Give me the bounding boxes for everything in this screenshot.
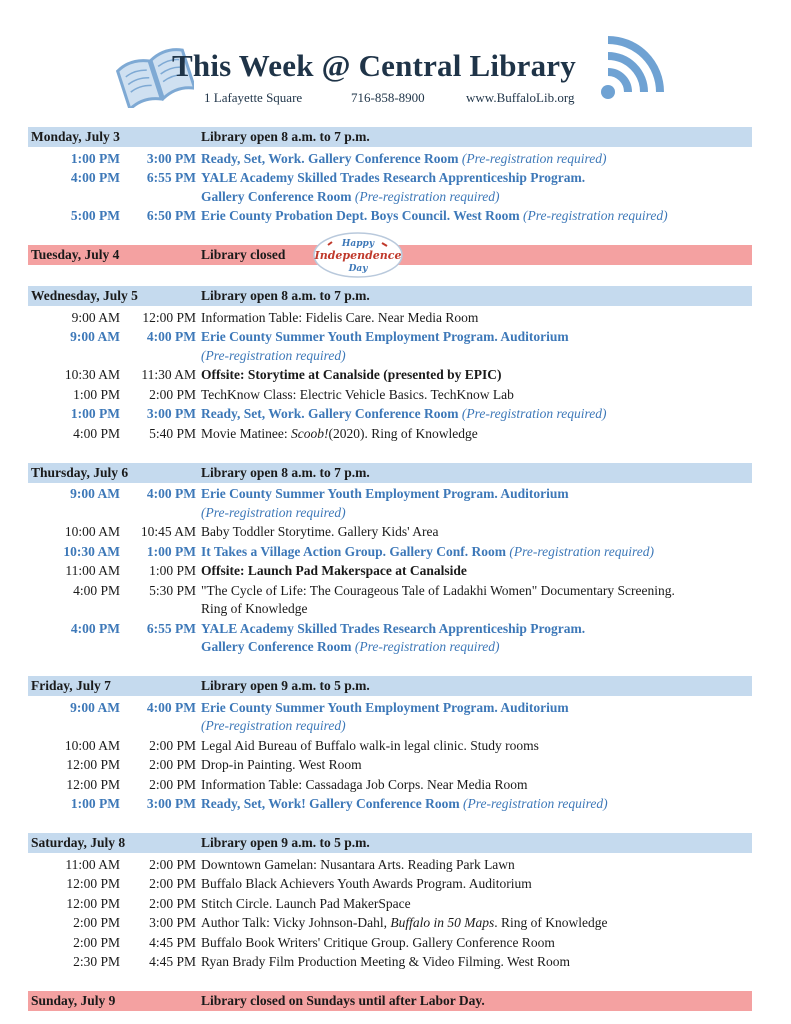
badge-text-line: Happy — [341, 239, 375, 249]
page-header — [0, 0, 791, 120]
event-row — [28, 933, 752, 953]
registration-note: (Pre-registration required) — [201, 718, 346, 733]
event-start-time: 1:00 PM — [70, 796, 120, 811]
event-row — [28, 581, 752, 619]
event-end-time: 5:40 PM — [149, 425, 196, 441]
event-description — [201, 953, 752, 972]
event-end-time: 2:00 PM — [149, 737, 196, 753]
event-row — [28, 875, 752, 895]
event-end-time: 4:00 PM — [146, 699, 196, 715]
event-start-time: 1:00 PM — [70, 150, 120, 166]
event-row — [28, 894, 752, 914]
event-row — [28, 523, 752, 543]
event-title: Buffalo Black Achievers Youth Awards Program. Auditorium — [201, 876, 532, 891]
event-end-time: 10:45 AM — [140, 524, 196, 539]
event-description — [201, 169, 752, 206]
event-title: Ready, Set, Work. Gallery Conference Room — [201, 150, 459, 166]
event-end-time: 3:00 PM — [146, 150, 196, 166]
event-start-time: 2:00 PM — [73, 915, 120, 930]
event-title: Erie County Summer Youth Employment Program. Auditorium — [201, 329, 569, 344]
event-title: Ryan Brady Film Production Meeting & Video Filming. West Room — [201, 954, 571, 969]
day-header — [28, 676, 752, 696]
event-description — [201, 875, 752, 894]
event-title-italic: Scoob! — [290, 425, 329, 441]
event-description — [201, 737, 752, 756]
registration-note: (Pre-registration required) — [523, 208, 668, 223]
event-description — [201, 485, 752, 522]
registration-note: (Pre-registration required) — [354, 639, 500, 654]
event-row — [28, 914, 752, 934]
event-start-time: 12:00 PM — [66, 776, 120, 792]
event-title-continued: Ring of Knowledge — [201, 601, 308, 616]
event-end-time: 3:00 PM — [149, 915, 196, 930]
event-end-time: 2:00 PM — [149, 895, 196, 911]
event-row — [28, 424, 752, 444]
day-header — [28, 239, 752, 274]
day-header — [28, 833, 752, 853]
day-spacer — [28, 657, 752, 676]
event-title: Information Table: Cassadaga Job Corps. Near Media Room — [201, 776, 528, 792]
event-start-time: 12:00 PM — [66, 895, 120, 911]
day-header — [28, 127, 752, 147]
event-title: "The Cycle of Life: The Courageous Tale of Ladakhi Women" Documentary Screening. — [201, 582, 675, 598]
day-spacer — [28, 444, 752, 463]
event-title: Buffalo Book Writers' Critique Group. Gallery Conference Room — [201, 934, 555, 950]
registration-note: (Pre-registration required) — [462, 796, 608, 811]
event-start-time: 9:00 AM — [70, 329, 120, 344]
event-start-time: 9:00 AM — [71, 309, 120, 325]
event-start-time: 10:00 AM — [64, 524, 120, 539]
event-end-time: 4:00 PM — [146, 329, 196, 344]
event-row — [28, 775, 752, 795]
day-status: Library open 9 a.m. to 5 p.m. — [201, 678, 370, 693]
event-end-time: 4:00 PM — [146, 486, 196, 501]
event-start-time: 12:00 PM — [66, 876, 120, 891]
event-row — [28, 698, 752, 736]
day-header — [28, 286, 752, 306]
event-title: It Takes a Village Action Group. Gallery Conf. Room — [201, 543, 507, 559]
event-description — [201, 562, 752, 581]
event-row — [28, 385, 752, 405]
event-start-time: 5:00 PM — [70, 208, 120, 223]
event-row — [28, 855, 752, 875]
day-spacer — [28, 972, 752, 991]
event-start-time: 1:00 PM — [73, 386, 120, 402]
day-name: Thursday, July 6 — [31, 464, 129, 480]
event-title: Legal Aid Bureau of Buffalo walk-in legal clinic. Study rooms — [201, 737, 539, 753]
event-row — [28, 619, 752, 657]
website-link[interactable]: www.BuffaloLib.org — [466, 90, 575, 105]
registration-note: (Pre-registration required) — [201, 347, 346, 363]
event-row — [28, 169, 752, 207]
registration-note: (Pre-registration required) — [201, 504, 346, 520]
day-header — [28, 463, 752, 483]
event-end-time: 2:00 PM — [149, 776, 196, 792]
event-description — [201, 856, 752, 875]
event-end-time: 11:30 AM — [141, 367, 196, 382]
day-name: Friday, July 7 — [31, 678, 111, 693]
event-title: Movie Matinee: — [201, 425, 288, 441]
event-description — [201, 582, 752, 619]
event-description — [201, 328, 752, 365]
day-name: Wednesday, July 5 — [31, 288, 138, 303]
event-row — [28, 795, 752, 815]
day-name: Saturday, July 8 — [31, 835, 126, 850]
event-row — [28, 953, 752, 973]
event-title: Erie County Summer Youth Employment Program. Auditorium — [201, 699, 569, 715]
day-status: Library open 9 a.m. to 5 p.m. — [201, 835, 370, 850]
event-start-time: 4:00 PM — [73, 425, 120, 441]
event-end-time: 4:45 PM — [149, 934, 196, 950]
event-title: YALE Academy Skilled Trades Research Apprenticeship Program. — [201, 620, 586, 636]
event-start-time: 10:00 AM — [64, 737, 120, 753]
day-name: Sunday, July 9 — [31, 993, 116, 1008]
event-end-time: 12:00 PM — [142, 309, 196, 325]
event-title: Ready, Set, Work. Gallery Conference Room — [201, 406, 459, 421]
badge-text-line: Day — [348, 264, 368, 274]
day-spacer — [28, 814, 752, 833]
event-description — [201, 620, 752, 657]
event-title: Offsite: Storytime at Canalside (presented by EPIC) — [201, 367, 502, 382]
event-end-time: 3:00 PM — [146, 796, 196, 811]
event-title-continued: Gallery Conference Room — [201, 188, 352, 204]
event-description — [201, 523, 752, 542]
badge-text-line: Independence — [314, 249, 402, 262]
event-title: Information Table: Fidelis Care. Near Media Room — [201, 309, 479, 325]
event-row — [28, 366, 752, 386]
event-title: Stitch Circle. Launch Pad MakerSpace — [201, 895, 411, 911]
event-description — [201, 756, 752, 775]
address: 1 Lafayette Square — [204, 90, 303, 105]
event-end-time: 2:00 PM — [149, 876, 196, 891]
event-title: TechKnow Class: Electric Vehicle Basics. TechKnow Lab — [201, 386, 514, 402]
event-start-time: 11:00 AM — [65, 563, 120, 578]
event-title-continued: Gallery Conference Room — [201, 639, 352, 654]
event-end-time: 1:00 PM — [149, 563, 196, 578]
event-row — [28, 405, 752, 425]
event-end-time: 6:50 PM — [146, 208, 196, 223]
event-description — [201, 776, 752, 795]
wifi-signal-icon — [586, 36, 672, 112]
event-start-time: 12:00 PM — [66, 757, 120, 772]
event-title: Downtown Gamelan: Nusantara Arts. Reading Park Lawn — [201, 856, 515, 872]
page-title: This Week @ Central Library — [172, 48, 576, 83]
independence-day-badge — [312, 231, 404, 279]
event-start-time: 10:30 AM — [63, 543, 120, 559]
registration-note: (Pre-registration required) — [461, 150, 607, 166]
registration-note: (Pre-registration required) — [354, 188, 500, 204]
event-title: Ready, Set, Work! Gallery Conference Room — [201, 796, 460, 811]
event-row — [28, 207, 752, 227]
event-row — [28, 485, 752, 523]
event-end-time: 4:45 PM — [149, 954, 196, 969]
event-description — [201, 207, 752, 226]
event-description — [201, 309, 752, 328]
event-end-time: 6:55 PM — [146, 620, 196, 636]
event-end-time: 3:00 PM — [146, 406, 196, 421]
day-status: Library open 8 a.m. to 7 p.m. — [201, 129, 370, 144]
event-row — [28, 149, 752, 169]
weekly-schedule — [28, 127, 752, 1013]
event-end-time: 6:55 PM — [146, 170, 196, 185]
day-header — [28, 991, 752, 1011]
event-description — [201, 405, 752, 424]
event-end-time: 2:00 PM — [149, 757, 196, 772]
event-title: Drop-in Painting. West Room — [201, 757, 362, 772]
event-start-time: 2:30 PM — [73, 954, 120, 969]
day-name: Tuesday, July 4 — [31, 247, 120, 262]
event-start-time: 10:30 AM — [64, 367, 120, 382]
event-start-time: 11:00 AM — [65, 856, 120, 872]
event-description — [201, 366, 752, 385]
event-description — [201, 914, 752, 933]
registration-note: (Pre-registration required) — [461, 406, 607, 421]
event-end-time: 2:00 PM — [149, 386, 196, 402]
event-start-time: 9:00 AM — [70, 699, 120, 715]
registration-note: (Pre-registration required) — [509, 543, 655, 559]
event-title: Erie County Probation Dept. Boys Council. West Room — [201, 208, 520, 223]
event-row — [28, 756, 752, 776]
event-description — [201, 795, 752, 814]
day-status: Library closed — [201, 247, 286, 262]
event-title-suffix: (2020). Ring of Knowledge — [328, 425, 478, 441]
event-description — [201, 543, 752, 562]
event-start-time: 4:00 PM — [73, 582, 120, 598]
event-row — [28, 328, 752, 366]
event-description — [201, 934, 752, 953]
event-description — [201, 386, 752, 405]
event-start-time: 2:00 PM — [73, 934, 120, 950]
event-description — [201, 425, 752, 444]
event-row — [28, 542, 752, 562]
event-row — [28, 562, 752, 582]
event-end-time: 1:00 PM — [146, 543, 196, 559]
event-title: Baby Toddler Storytime. Gallery Kids' Area — [201, 524, 439, 539]
phone-number: 716-858-8900 — [351, 90, 425, 105]
event-row — [28, 736, 752, 756]
event-title: Offsite: Launch Pad Makerspace at Canalside — [201, 563, 467, 578]
event-description — [201, 895, 752, 914]
event-end-time: 2:00 PM — [149, 856, 196, 872]
day-status: Library open 8 a.m. to 7 p.m. — [201, 464, 370, 480]
event-row — [28, 308, 752, 328]
day-status: Library open 8 a.m. to 7 p.m. — [201, 288, 370, 303]
event-description — [201, 699, 752, 736]
event-title: Author Talk: Vicky Johnson-Dahl, — [201, 915, 387, 930]
event-title: YALE Academy Skilled Trades Research Apprenticeship Program. — [201, 170, 586, 185]
event-start-time: 4:00 PM — [70, 620, 120, 636]
event-title-italic: Buffalo in 50 Maps — [390, 915, 495, 930]
event-start-time: 1:00 PM — [70, 406, 120, 421]
day-name: Monday, July 3 — [31, 129, 120, 144]
day-status: Library closed on Sundays until after Labor Day. — [201, 993, 485, 1008]
event-title: Erie County Summer Youth Employment Program. Auditorium — [201, 486, 569, 501]
event-title-suffix: . Ring of Knowledge — [494, 915, 608, 930]
event-description — [201, 150, 752, 169]
event-start-time: 9:00 AM — [70, 486, 120, 501]
event-start-time: 4:00 PM — [70, 170, 120, 185]
event-end-time: 5:30 PM — [149, 582, 196, 598]
